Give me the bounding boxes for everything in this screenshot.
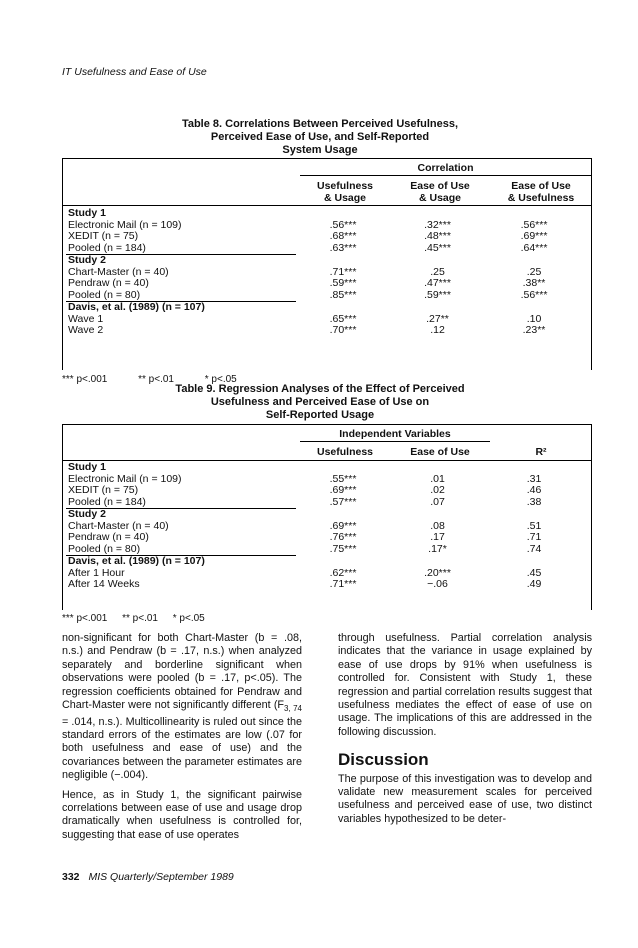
journal-name: MIS Quarterly/September 1989 <box>88 871 234 883</box>
left-column <box>62 632 302 848</box>
row-label: Wave 1 <box>68 312 104 325</box>
table9-grid <box>66 462 583 591</box>
table-row <box>66 579 583 591</box>
cell-value: .71 <box>526 531 542 543</box>
table8-title-line: Table 8. Correlations Between Perceived Usefulness, <box>181 118 459 130</box>
cell-value: .69*** <box>329 519 357 532</box>
cell-value: .20*** <box>424 566 451 579</box>
row-label: Electronic Mail (n = 109) <box>68 218 182 231</box>
row-label: XEDIT (n = 75) <box>68 484 139 496</box>
row-label: Pendraw (n = 40) <box>68 277 149 289</box>
cell-value: .64*** <box>520 242 548 254</box>
cell-value: .46 <box>526 484 542 496</box>
table9-group-header: Independent Variables <box>339 428 451 440</box>
sig-note: * p<.05 <box>204 374 237 385</box>
table9-title-line: Usefulness and Perceived Ease of Use on <box>210 396 430 408</box>
group-label: Davis, et al. (1989) (n = 107) <box>68 555 205 567</box>
col-header-line: Usefulness <box>316 180 374 192</box>
col-header-line: & Usefulness <box>507 192 575 204</box>
table9-col3-header: R² <box>535 446 547 458</box>
table-row <box>66 485 583 497</box>
table9-top-rule <box>62 424 592 425</box>
cell-value: −.06 <box>427 578 448 590</box>
cell-value: .51 <box>526 519 542 532</box>
table-row <box>66 290 583 302</box>
cell-value: .23** <box>522 324 546 336</box>
group-label: Study 2 <box>68 254 106 266</box>
cell-value: .62*** <box>329 566 357 579</box>
table9-footnote <box>62 613 205 624</box>
table-row <box>66 243 583 255</box>
page-footer <box>62 871 234 883</box>
left-paragraph-1 <box>62 632 302 783</box>
row-label: Electronic Mail (n = 109) <box>68 472 182 485</box>
cell-value: .27** <box>426 312 449 325</box>
cell-value: .56*** <box>520 218 548 231</box>
cell-value: .38 <box>526 496 542 508</box>
table-row <box>66 314 583 326</box>
table9-col1-header: Usefulness <box>316 446 374 458</box>
col-header-line: Ease of Use <box>511 180 571 192</box>
cell-value: .59*** <box>329 277 357 289</box>
cell-value: .31 <box>526 472 542 485</box>
table-row <box>66 568 583 580</box>
table8-title-line: Perceived Ease of Use, and Self-Reported <box>210 131 430 143</box>
cell-value: .85*** <box>329 289 357 301</box>
cell-value: .63*** <box>329 242 357 254</box>
cell-value: .45 <box>526 566 542 579</box>
table-row <box>66 497 583 509</box>
table8-col3-header <box>492 180 590 204</box>
cell-value: .70*** <box>329 324 357 336</box>
sig-note: *** p<.001 <box>62 374 108 385</box>
group-label: Davis, et al. (1989) (n = 107) <box>68 301 205 313</box>
cell-value: .76*** <box>329 531 357 543</box>
cell-value: .25 <box>526 265 542 278</box>
group-label: Study 1 <box>68 461 106 473</box>
table8-header-rule <box>62 205 592 206</box>
col-header-line: Ease of Use <box>410 180 470 192</box>
row-label: Pooled (n = 80) <box>66 290 296 302</box>
cell-value: .71*** <box>329 265 357 278</box>
table9-header-rule <box>62 460 592 461</box>
row-label: After 1 Hour <box>68 566 125 579</box>
row-label: Wave 2 <box>68 324 104 336</box>
page-number: 332 <box>62 871 80 883</box>
cell-value: .12 <box>430 324 445 336</box>
row-label: Pendraw (n = 40) <box>68 531 149 543</box>
cell-value: .47*** <box>424 277 451 289</box>
row-label: Pooled (n = 184) <box>66 497 296 509</box>
table8-title-line: System Usage <box>282 144 358 156</box>
cell-value: .69*** <box>329 484 357 496</box>
cell-value: .59*** <box>424 289 451 301</box>
table9-title-line: Table 9. Regression Analyses of the Effect of Perceived <box>175 383 465 395</box>
table8-col1-header <box>300 180 390 204</box>
col-header-line: & Usage <box>418 192 461 204</box>
table9-right-rule <box>591 424 592 610</box>
cell-value: .17 <box>430 531 445 543</box>
table9-left-rule <box>62 424 63 610</box>
text-run: = .014, n.s.). Multicollinearity is ruled out since the standard errors of the estimates are low (.07 for both usefulness and ease of use) and the covariances between the parameter estimates are negligible (−.004). <box>62 715 302 782</box>
table9-title-line: Self-Reported Usage <box>265 409 375 421</box>
right-column <box>338 632 592 832</box>
table8-col2-header <box>395 180 485 204</box>
row-label: Chart-Master (n = 40) <box>68 265 169 278</box>
cell-value: .56*** <box>520 289 548 301</box>
cell-value: .49 <box>526 578 542 590</box>
row-label: After 14 Weeks <box>68 578 140 590</box>
cell-value: .10 <box>526 312 542 325</box>
table8-top-rule <box>62 158 592 159</box>
group-label: Study 2 <box>68 508 106 520</box>
running-header: IT Usefulness and Ease of Use <box>62 66 207 78</box>
left-paragraph-2: Hence, as in Study 1, the significant pairwise correlations between ease of use and usage drop dramatically when usefulness is controlled for, suggesting that ease of use operates <box>62 788 302 841</box>
row-label: Chart-Master (n = 40) <box>68 519 169 532</box>
col-header-line: & Usage <box>323 192 366 204</box>
sig-note: ** p<.01 <box>138 374 174 385</box>
sig-note: *** p<.001 <box>62 613 108 624</box>
cell-value: .01 <box>430 472 445 485</box>
cell-value: .68*** <box>329 230 357 242</box>
table8-group-rule <box>300 175 591 176</box>
cell-value: .57*** <box>329 496 357 508</box>
row-label: XEDIT (n = 75) <box>68 230 139 242</box>
cell-value: .32*** <box>424 218 451 231</box>
table-row <box>66 278 583 290</box>
table-row <box>66 474 583 486</box>
group-label: Study 1 <box>68 207 106 219</box>
table8-left-rule <box>62 158 63 370</box>
cell-value: .02 <box>430 484 445 496</box>
text-run: non-significant for both Chart-Master (b = .08, n.s.) and Pendraw (b = .17, n.s.) when analyzed separately and borderline significant when observations were pooled (b = .17, p<.05). The regression coefficients obtained for Pendraw and Chart-Master were not significantly different (F <box>62 632 302 712</box>
table8-grid <box>66 208 583 337</box>
right-paragraph-2: The purpose of this investigation was to develop and validate new measurement scales for perceived usefulness and perceived ease of use, two distinct variables hypothesized to be deter- <box>338 772 592 825</box>
row-label: Pooled (n = 80) <box>66 544 296 556</box>
table8-body <box>66 208 590 337</box>
cell-value: .17* <box>428 543 447 555</box>
cell-value: .25 <box>430 265 445 278</box>
section-heading: Discussion <box>338 750 429 770</box>
table-row <box>66 532 583 544</box>
table-row <box>66 325 583 337</box>
cell-value: .75*** <box>329 543 357 555</box>
table8-right-rule <box>591 158 592 370</box>
table9-col2-header: Ease of Use <box>410 446 470 458</box>
table9-group-rule <box>300 441 490 442</box>
cell-value: .38** <box>522 277 546 289</box>
sig-note: * p<.05 <box>172 613 205 624</box>
subscript: 3, 74 <box>284 704 302 714</box>
cell-value: .69*** <box>520 230 548 242</box>
row-label: Pooled (n = 184) <box>66 243 296 255</box>
table-row <box>66 231 583 243</box>
cell-value: .48*** <box>424 230 451 242</box>
cell-value: .45*** <box>424 242 451 254</box>
cell-value: .08 <box>430 519 445 532</box>
cell-value: .65*** <box>329 312 357 325</box>
sig-note: ** p<.01 <box>122 613 158 624</box>
right-paragraph-1: through usefulness. Partial correlation analysis indicates that the variance in usage explained by ease of use drops by 91% when usefulness is controlled for. Consistent with Study 1, these regression and partial correlation results suggest that usefulness mediates the effect of ease of use on usage. The implications of this are addressed in the following discussion. <box>338 632 592 738</box>
cell-value: .71*** <box>329 578 357 590</box>
cell-value: .55*** <box>329 472 357 485</box>
table-row <box>66 220 583 232</box>
table-row <box>66 544 583 556</box>
table8-title <box>150 118 490 157</box>
cell-value: .07 <box>430 496 445 508</box>
table9-body <box>66 462 590 591</box>
cell-value: .56*** <box>329 218 357 231</box>
table8-group-header: Correlation <box>417 162 474 174</box>
table9-title <box>150 383 490 422</box>
cell-value: .74 <box>526 543 542 555</box>
